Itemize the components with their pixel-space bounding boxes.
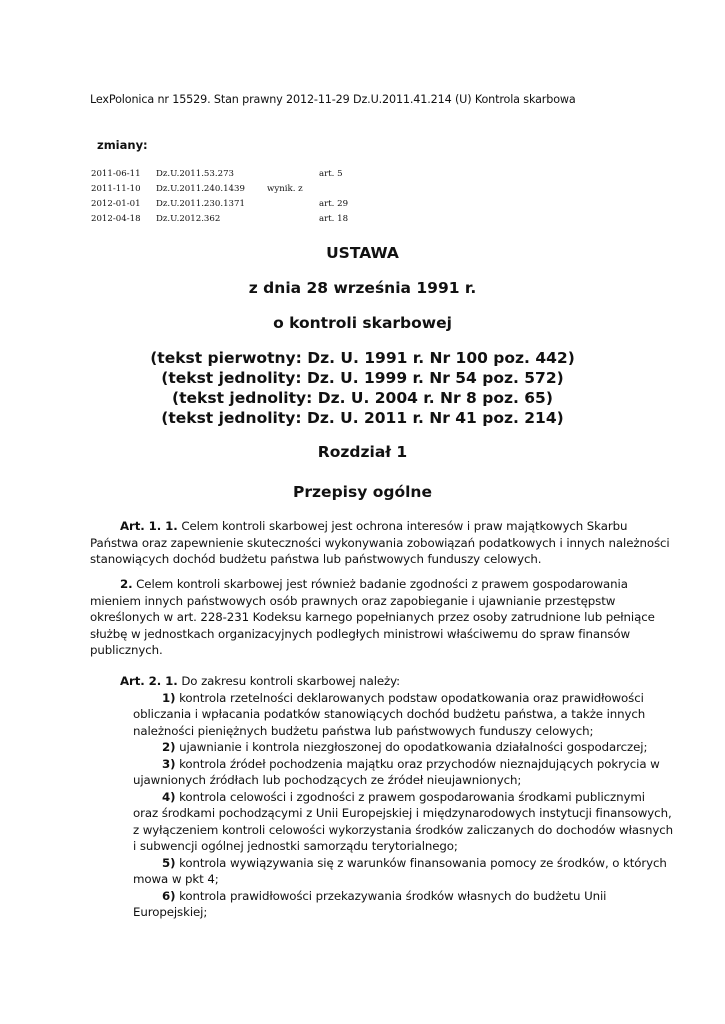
- table-row: [91, 184, 391, 199]
- change-article: art. 5: [319, 169, 343, 179]
- text-line: Art. 1. 1. Celem kontroli skarbowej jest ochrona interesów i praw majątkowych Skarbu: [120, 519, 628, 533]
- chapter-title: Przepisy ogólne: [293, 483, 432, 501]
- text-line: służbę w jednostkach organizacyjnych podległych ministrowi właściwemu do spraw finansów: [90, 626, 631, 641]
- table-row: [91, 199, 391, 214]
- text-line: mieniem innych państwowych osób prawnych oraz zapobieganie i ujawnianie przestępstw: [90, 593, 616, 608]
- text-line: publicznych.: [90, 643, 163, 657]
- text-line: obliczania i wpłacania podatków stanowiących dochód budżetu państwa, a także innych: [133, 707, 646, 721]
- document-header: LexPolonica nr 15529. Stan prawny 2012-11-29 Dz.U.2011.41.214 (U) Kontrola skarbowa: [90, 93, 576, 106]
- art1-paragraph-1: [90, 518, 670, 568]
- change-reference: Dz.U.2011.53.273: [156, 169, 235, 179]
- list-item: 5) kontrola wywiązywania się z warunków finansowania pomocy ze środków, o których: [162, 855, 667, 870]
- change-date: 2012-04-18: [91, 214, 141, 224]
- article-label: Art. 2. 1.: [120, 674, 178, 688]
- change-date: 2011-11-10: [91, 184, 141, 194]
- text-version-line: (tekst pierwotny: Dz. U. 1991 r. Nr 100 poz. 442): [150, 349, 575, 367]
- list-item: 4) kontrola celowości i zgodności z prawem gospodarowania środkami publicznymi: [162, 789, 645, 804]
- text-line: oraz środkami pochodzącymi z Unii Europejskiej i międzynarodowych instytucji finansowych,: [133, 806, 672, 820]
- text-line: stanowiących dochód budżetu państwa lub państwowych funduszy celowych.: [90, 552, 542, 566]
- text-line: określonych w art. 228-231 Kodeksu karnego popełnianych przez osoby zatrudnione lub pełniące: [90, 610, 655, 624]
- text-version-line: (tekst jednolity: Dz. U. 1999 r. Nr 54 poz. 572): [161, 369, 564, 387]
- change-article: art. 29: [319, 199, 349, 209]
- text-line: i subwencji ogólnej jednostki samorządu terytorialnego;: [133, 839, 458, 853]
- list-item: 3) kontrola źródeł pochodzenia majątku oraz przychodów nieznajdujących pokrycia w: [162, 756, 660, 771]
- text-version-line: (tekst jednolity: Dz. U. 2011 r. Nr 41 poz. 214): [161, 409, 564, 427]
- change-reference: Dz.U.2011.240.1439: [156, 184, 245, 194]
- table-row: [91, 214, 391, 229]
- chapter-heading: Rozdział 1: [317, 443, 408, 461]
- text-line: należności pieniężnych budżetu państwa lub państwowych funduszy celowych;: [133, 723, 594, 738]
- table-row: [91, 169, 391, 184]
- act-subject: o kontroli skarbowej: [273, 314, 452, 332]
- change-note: wynik. z: [267, 184, 303, 194]
- changes-table: [91, 169, 391, 229]
- change-reference: Dz.U.2012.362: [156, 214, 221, 224]
- text-version-line: (tekst jednolity: Dz. U. 2004 r. Nr 8 poz. 65): [172, 389, 553, 407]
- text-line: ujawnionych źródłach lub pochodzących ze źródeł nieujawnionych;: [133, 773, 522, 787]
- text-line: z wyłączeniem kontroli celowości wykorzystania środków zaliczanych do dochodów własnych: [133, 822, 674, 837]
- act-title: USTAWA: [326, 244, 399, 262]
- change-article: art. 18: [319, 214, 349, 224]
- change-date: 2011-06-11: [91, 169, 141, 179]
- paragraph-label: 2.: [120, 577, 133, 591]
- text-line: 2. Celem kontroli skarbowej jest również badanie zgodności z prawem gospodarowania: [120, 577, 628, 591]
- change-reference: Dz.U.2011.230.1371: [156, 199, 245, 209]
- text-line: mowa w pkt 4;: [133, 872, 219, 886]
- art2-section: [90, 673, 674, 921]
- text-line: Państwa oraz zapewnienie skuteczności wykonywania zobowiązań podatkowych i innych należności: [90, 535, 670, 550]
- article-label: Art. 1. 1.: [120, 519, 178, 533]
- list-item: 1) kontrola rzetelności deklarowanych podstaw opodatkowania oraz prawidłowości: [162, 690, 644, 705]
- art1-paragraph-2: [90, 576, 655, 659]
- list-item: 2) ujawnianie i kontrola niezgłoszonej do opodatkowania działalności gospodarczej;: [162, 740, 648, 754]
- act-date: z dnia 28 września 1991 r.: [248, 279, 477, 297]
- change-date: 2012-01-01: [91, 199, 141, 209]
- text-line: Art. 2. 1. Do zakresu kontroli skarbowej należy:: [120, 674, 401, 688]
- changes-label: zmiany:: [97, 138, 148, 152]
- list-item: 6) kontrola prawidłowości przekazywania środków własnych do budżetu Unii: [162, 888, 607, 903]
- text-line: Europejskiej;: [133, 905, 208, 919]
